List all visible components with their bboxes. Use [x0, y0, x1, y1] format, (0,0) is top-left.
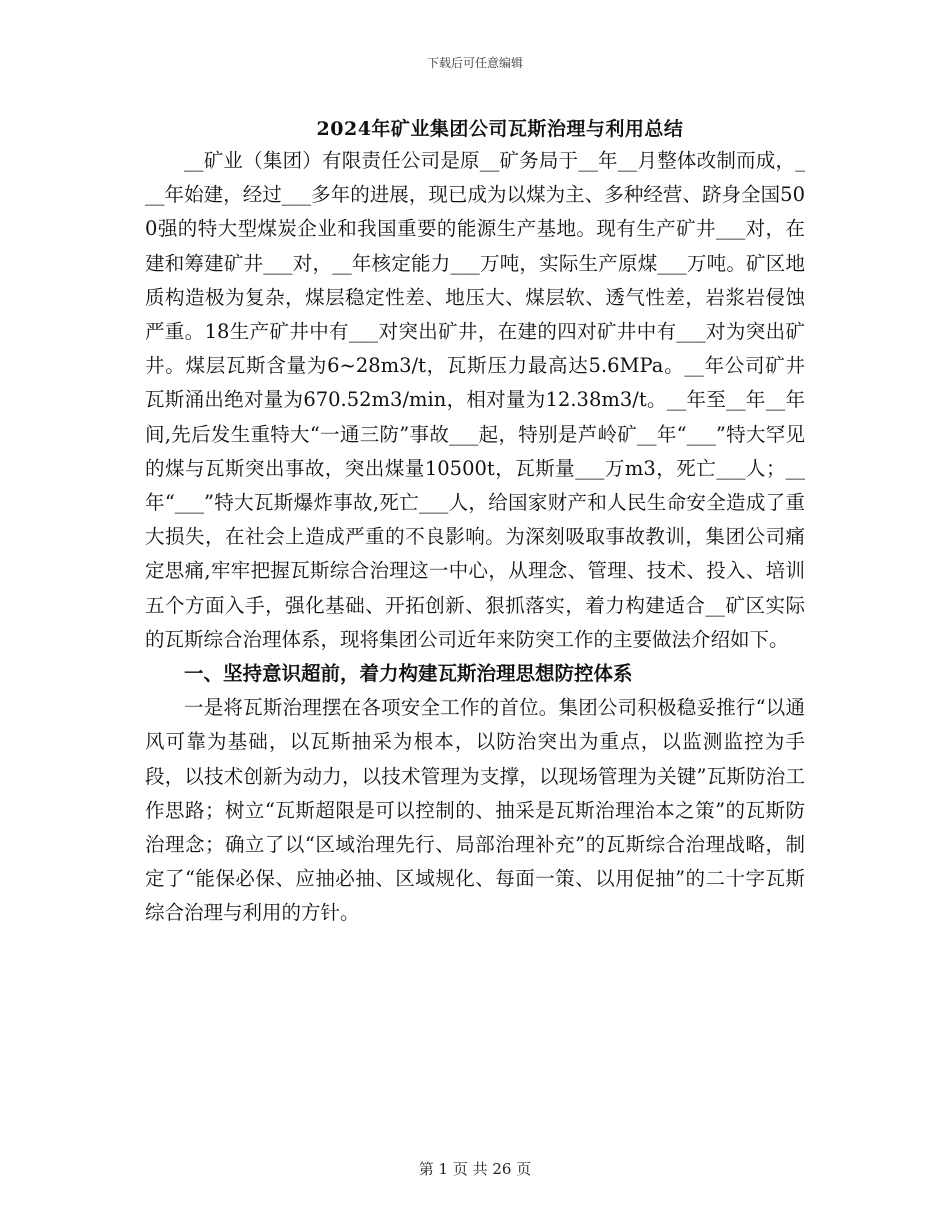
section-paragraph: 一是将瓦斯治理摆在各项安全工作的首位。集团公司积极稳妥推行“以通风可靠为基础，以瓦斯抽采为根本，以防治突出为重点，以监测监控为手段，以技术创新为动力，以技术管理为支撑，以现场管理为关键”瓦斯防治工作思路；树立“瓦斯超限是可以控制的、抽采是瓦斯治理治本之策”的瓦斯防治理念；确立了以“区域治理先行、局部治理补充”的瓦斯综合治理战略，制定了“能保必保、应抽必抽、区域规化、每面一策、以用促抽”的二十字瓦斯综合治理与利用的方针。	[145, 696, 805, 925]
section-heading: 一、坚持意识超前，着力构建瓦斯治理思想防控体系	[184, 662, 633, 686]
page-header-note: 下载后可任意编辑	[426, 56, 523, 70]
document-body	[145, 144, 805, 931]
document-title: 2024年矿业集团公司瓦斯治理与利用总结	[316, 118, 684, 140]
intro-paragraph: __矿业（集团）有限责任公司是原__矿务局于__年__月整体改制而成，___年始建，经过___多年的进展，现已成为以煤为主、多种经营、跻身全国500强的特大型煤炭企业和我国重要的能源生产基地。现有生产矿井___对，在建和筹建矿井___对，__年核定能力___万吨，实际生产原煤___万吨。矿区地质构造极为复杂，煤层稳定性差、地压大、煤层软、透气性差，岩浆岩侵蚀严重。18生产矿井中有___对突出矿井，在建的四对矿井中有___对为突出矿井。煤层瓦斯含量为6~28m3/t，瓦斯压力最高达5.6MPa。__年公司矿井瓦斯涌出绝对量为670.52m3/min，相对量为12.38m3/t。__年至__年__年间,先后发生重特大“一通三防”事故___起，特别是芦岭矿__年“___”特大罕见的煤与瓦斯突出事故，突出煤量10500t，瓦斯量___万m3，死亡___人；__年“___”特大瓦斯爆炸事故,死亡___人，给国家财产和人民生命安全造成了重大损失，在社会上造成严重的不良影响。为深刻吸取事故教训，集团公司痛定思痛,牢牢把握瓦斯综合治理这一中心，从理念、管理、技术、投入、培训五个方面入手，强化基础、开拓创新、狠抓落实，着力构建适合__矿区实际的瓦斯综合治理体系，现将集团公司近年来防突工作的主要做法介绍如下。	[145, 149, 805, 651]
page-number: 第 1 页 共 26 页	[418, 1160, 532, 1178]
